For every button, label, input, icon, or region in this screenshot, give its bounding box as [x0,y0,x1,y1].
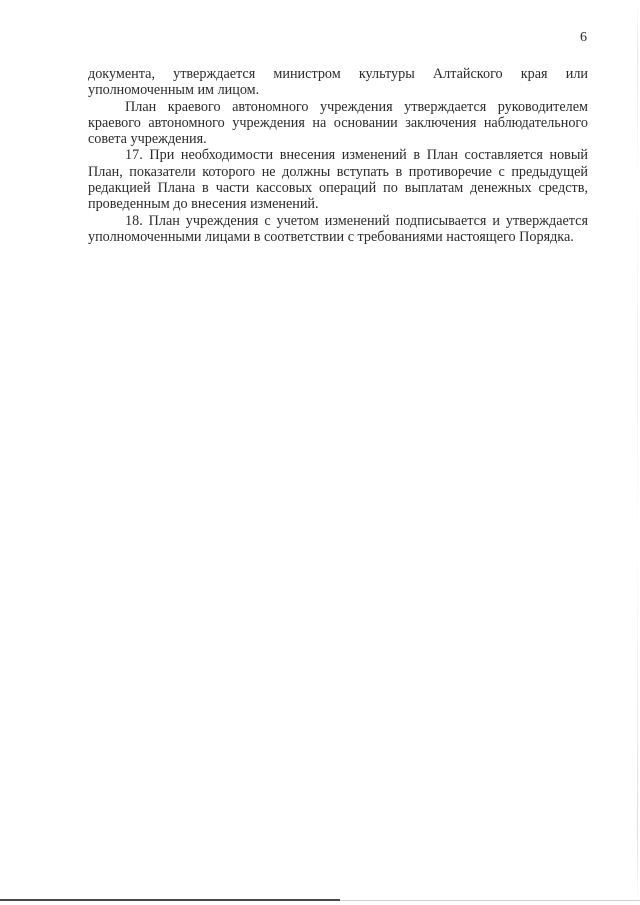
paragraph-continued: документа, утверждается министром культуры Алтайского края или уполномоченным им лицом. [88,66,588,99]
paragraph-plan-kraevogo: План краевого автономного учреждения утверждается руководителем краевого автономного учреждения на основании заключения наблюдательного совета учреждения. [88,98,588,148]
scan-bottom-line [0,899,340,901]
document-body [88,66,588,245]
scan-right-edge [637,0,638,905]
page-number: 6 [580,30,587,45]
scan-bottom-line-faint [340,900,640,901]
paragraph-17: 17. При необходимости внесения изменений в План составляется новый План, показатели которого не должны вступать в противоречие с предыдущей редакцией Плана в части кассовых операций по выплатам денежных средств, проведенным до внесения изменений. [88,147,588,213]
paragraph-18: 18. План учреждения с учетом изменений подписывается и утверждается уполномоченными лицами в соответствии с требованиями настоящего Порядка. [88,212,588,245]
